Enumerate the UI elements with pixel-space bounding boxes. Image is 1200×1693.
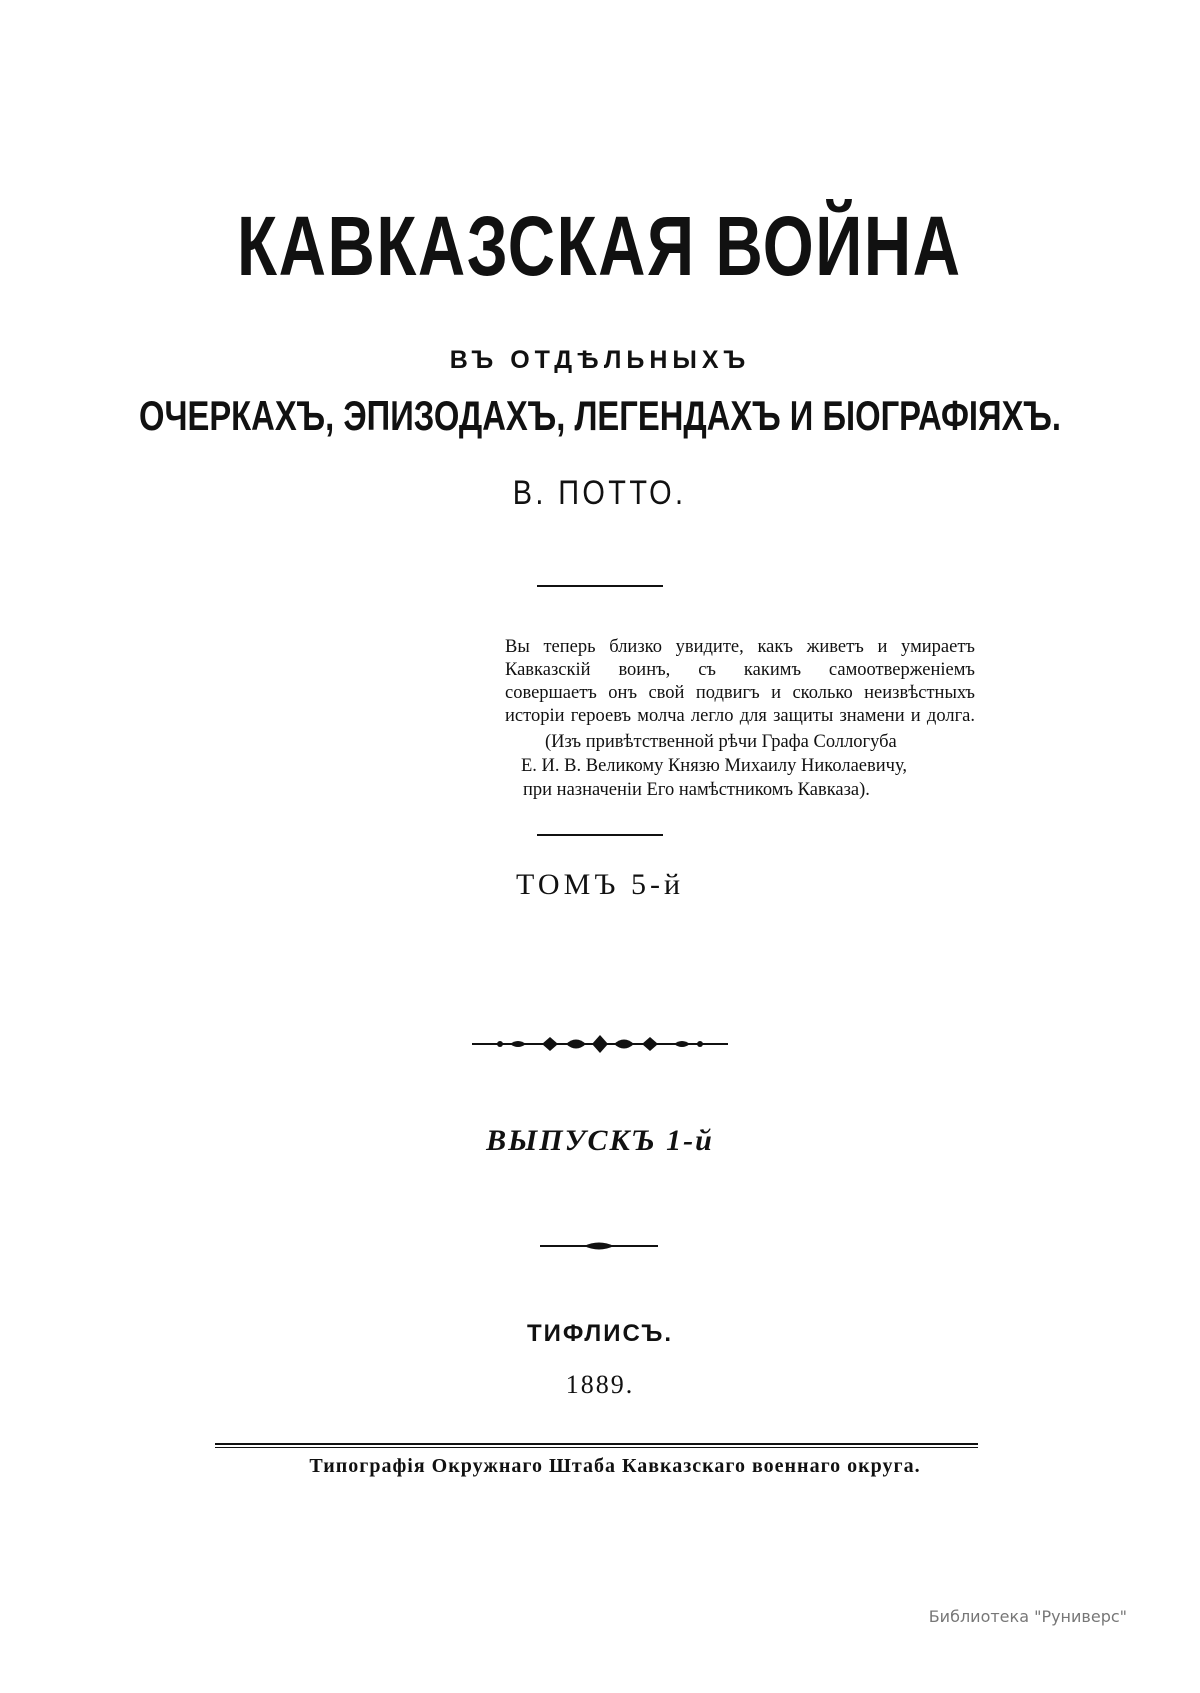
subtitle-line-1: ВЪ ОТДѢЛЬНЫХЪ bbox=[449, 346, 751, 374]
publication-city: ТИФЛИСЪ. bbox=[526, 1320, 674, 1347]
book-title: КАВКАЗСКАЯ ВОЙНА bbox=[237, 199, 962, 293]
small-ornament-icon bbox=[540, 1240, 658, 1252]
epigraph-text: Вы теперь близко увидите, какъ живетъ и умираетъ Кавказскій воинъ, съ какимъ самоотверженіемъ совершаетъ онъ свой подвигъ и сколько неизвѣстныхъ исторіи героевъ молча легло для защиты знамени и долга. bbox=[505, 637, 975, 726]
attribution-line: при назначеніи Его намѣстникомъ Кавказа). bbox=[523, 780, 870, 800]
attribution-line: (Изъ привѣтственной рѣчи Графа Соллогуба bbox=[545, 732, 897, 752]
epigraph-attribution bbox=[521, 730, 985, 802]
divider-rule-top bbox=[537, 585, 663, 587]
divider-rule-middle bbox=[537, 834, 663, 836]
volume-number: ТОМЪ 5-й bbox=[516, 868, 684, 901]
divider-rule-bottom bbox=[215, 1443, 978, 1445]
ornament-divider-icon bbox=[470, 1032, 730, 1056]
divider-rule-bottom-second bbox=[215, 1447, 978, 1448]
issue-number: ВЫПУСКЪ 1-й bbox=[486, 1124, 714, 1157]
printer-imprint: Типографія Окружнаго Штаба Кавказскаго военнаго округа. bbox=[309, 1455, 921, 1477]
library-watermark: Библиотека "Руниверс" bbox=[928, 1607, 1127, 1626]
publication-year: 1889. bbox=[565, 1370, 635, 1399]
author-name: В. ПОТТО. bbox=[512, 474, 687, 512]
attribution-line: Е. И. В. Великому Князю Михаилу Николаевичу, bbox=[521, 756, 907, 776]
subtitle-line-2: ОЧЕРКАХЪ, ЭПИЗОДАХЪ, ЛЕГЕНДАХЪ И БІОГРАФІЯХЪ. bbox=[138, 392, 1062, 439]
epigraph bbox=[505, 636, 975, 728]
